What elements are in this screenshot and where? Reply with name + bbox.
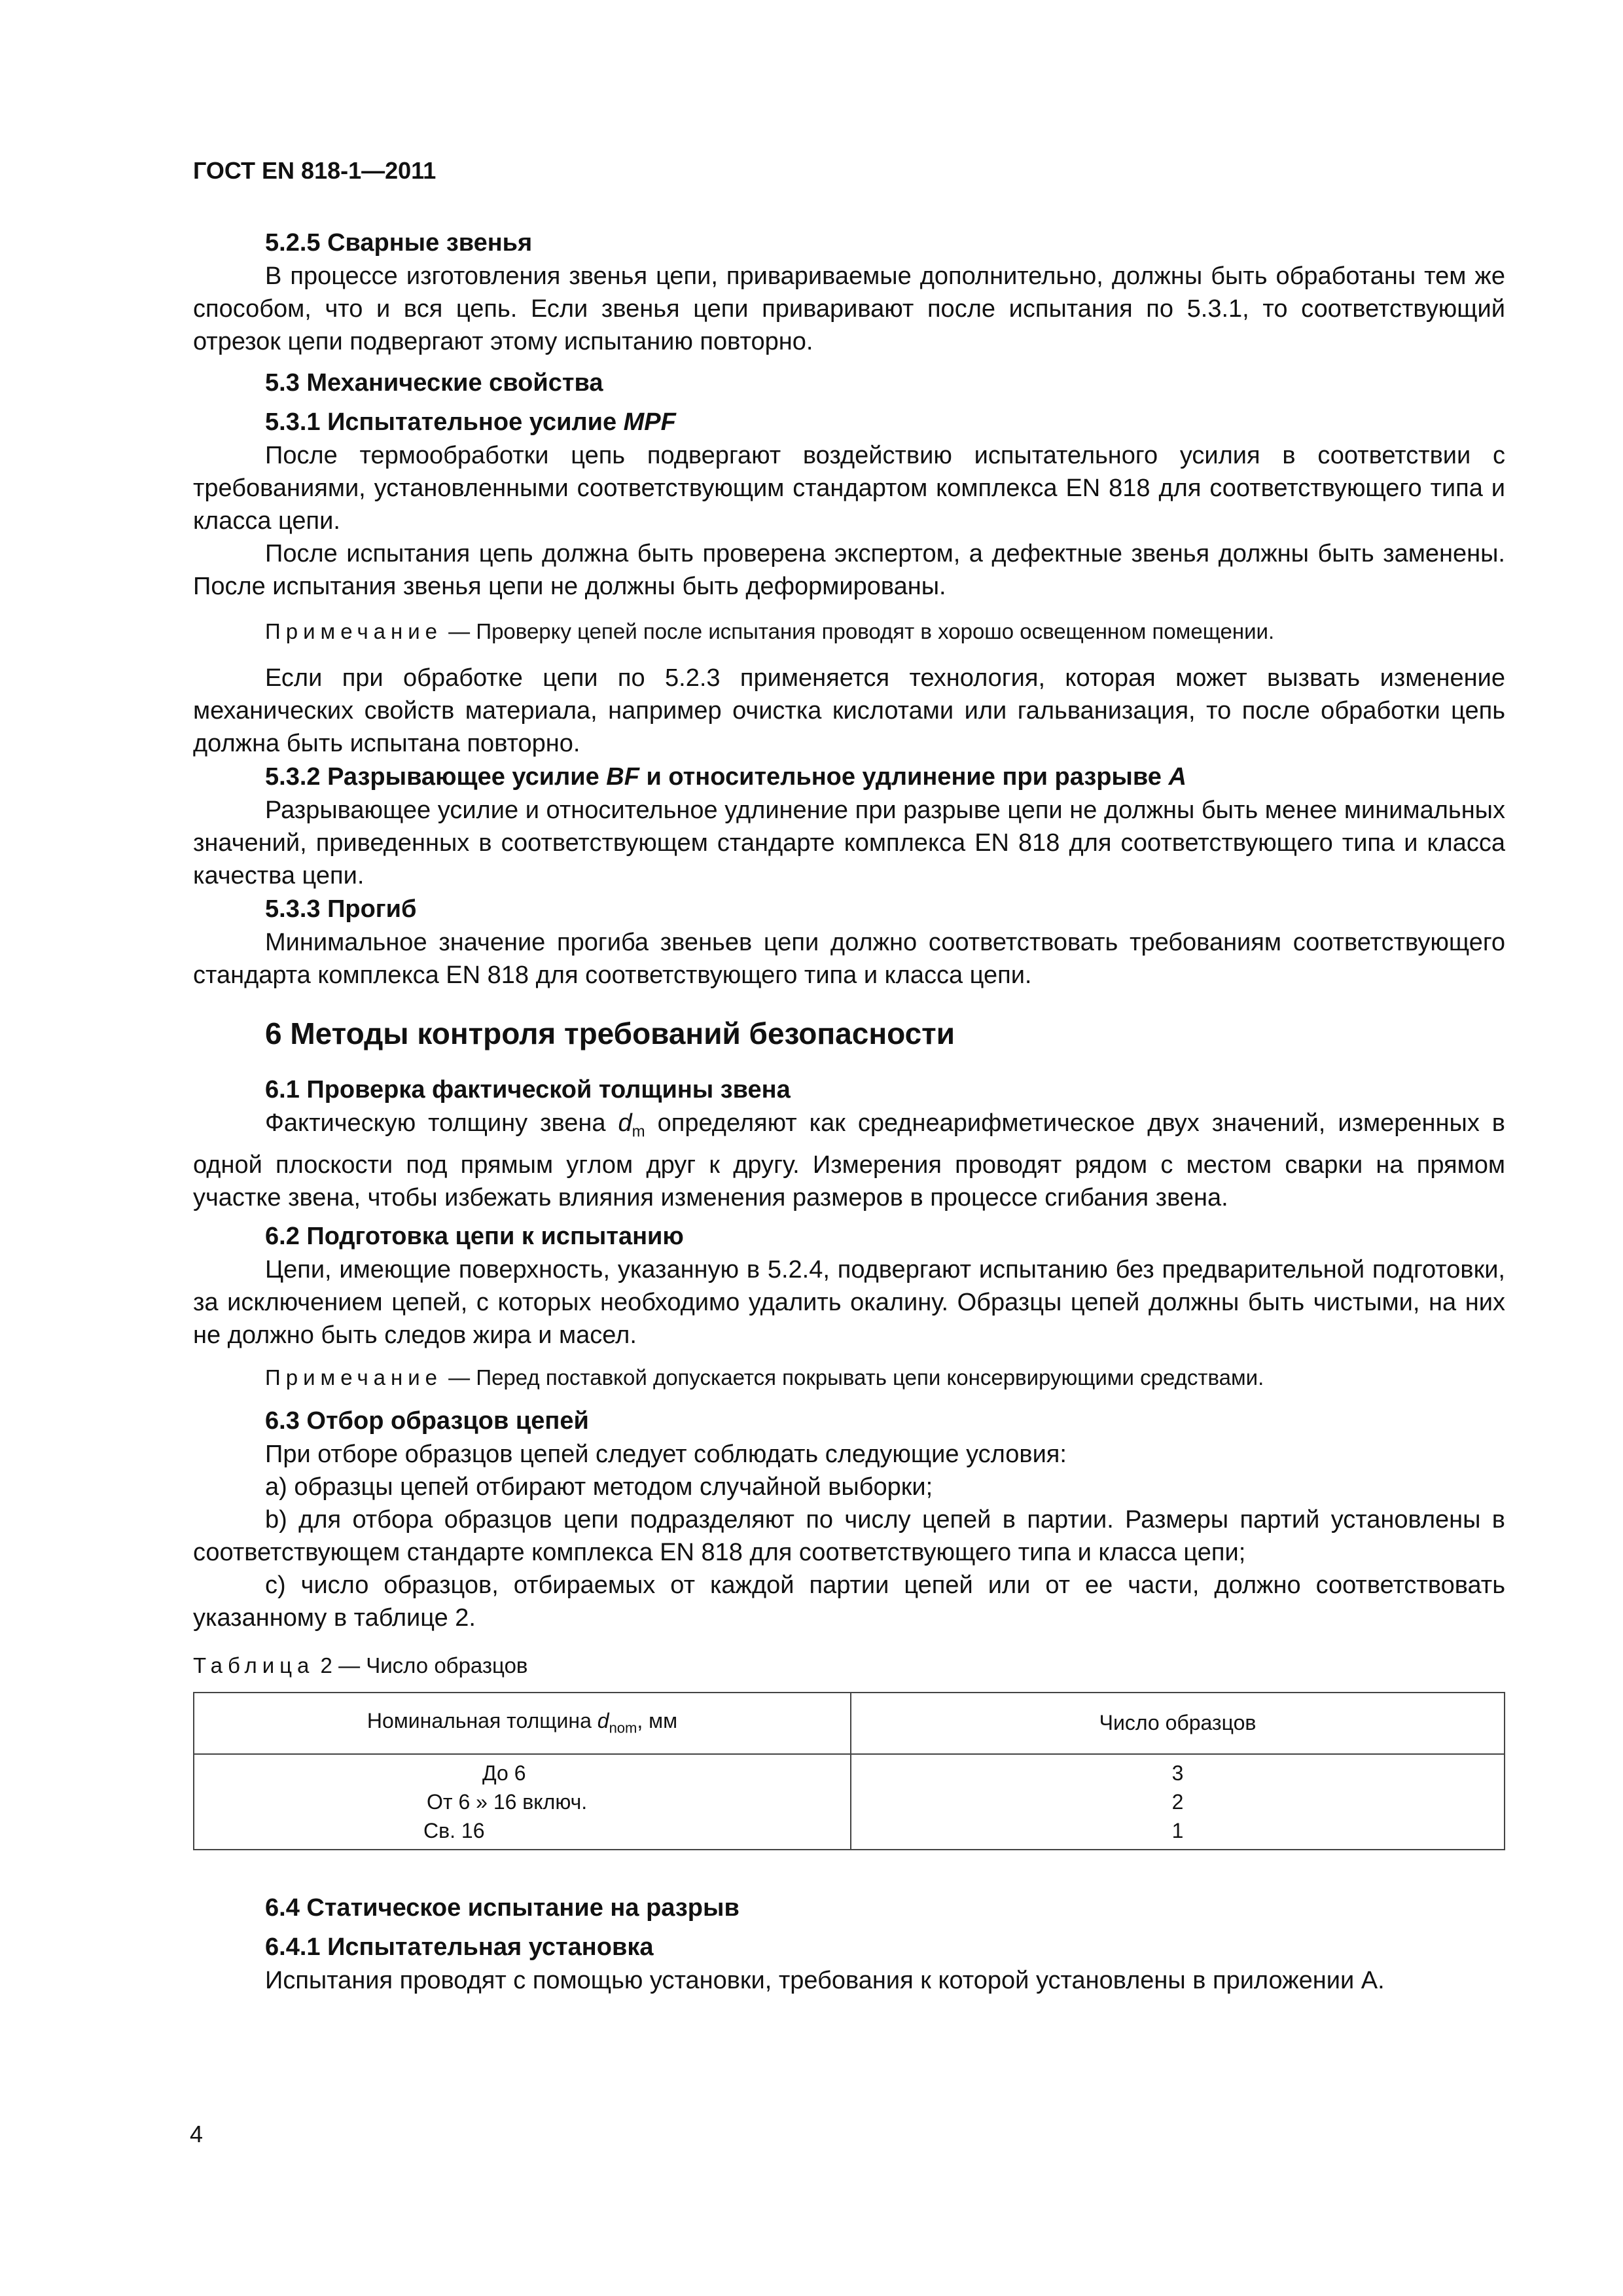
section-6-3-intro: При отборе образцов цепей следует соблюдать следующие условия: [265, 1440, 1067, 1468]
page-content [193, 226, 1505, 1997]
section-5-3-3-text: Минимальное значение прогиба звеньев цепи должно соответствовать требованиям соответствующего стандарта комплекса EN 818 для соответствующего типа и класса цепи. [193, 929, 1505, 989]
section-5-3-1-para-2: После испытания цепь должна быть проверена экспертом, а дефектные звенья должны быть заменены. После испытания звенья цепи не должны быть деформированы. [193, 540, 1505, 600]
section-6-4-1-text: Испытания проводят с помощью установки, требования к которой установлены в приложении А. [265, 1966, 1385, 1994]
section-6-2-title: 6.2 Подготовка цепи к испытанию [265, 1222, 684, 1250]
section-6-1-text: Фактическую толщину звена $d_m$ определяют как среднеарифметическое двух значений, измеренных в одной плоскости под прямым углом друг к другу. Измерения проводят рядом с местом сварки на прямом участке звена, чтобы избежать влияния изменения размеров в процессе сгибания звена. [193, 1109, 1505, 1211]
table-header-thickness: Номинальная толщина $d_{nom}$, мм [194, 1693, 851, 1754]
section-6-4-title: 6.4 Статическое испытание на разрыв [265, 1893, 740, 1922]
table-row [194, 1816, 1505, 1850]
table-row [194, 1787, 1505, 1816]
section-5-3-3-title: 5.3.3 Прогиб [265, 895, 417, 923]
section-6-3-title: 6.3 Отбор образцов цепей [265, 1407, 589, 1435]
table-row [194, 1754, 1505, 1787]
table-cell-thickness: Св. 16 [194, 1816, 851, 1850]
section-6-3-item-b: b) для отбора образцов цепи подразделяют по числу цепей в партии. Размеры партий установлены в соответствующем стандарте комплекса EN 818 для соответствующего типа и класса цепи; [193, 1505, 1505, 1566]
table-cell-thickness: От 6 » 16 включ. [194, 1787, 851, 1816]
table-cell-count: 1 [851, 1816, 1505, 1850]
table-header-count: Число образцов [851, 1693, 1505, 1754]
section-5-3-1-para-3: Если при обработке цепи по 5.2.3 применяется технология, которая может вызвать изменение механических свойств материала, например очистка кислотами или гальванизация, то после обработки цепь должна быть испытана повторно. [193, 664, 1505, 757]
section-5-3-2-text: Разрывающее усилие и относительное удлинение при разрыве цепи не должны быть менее минимальных значений, приведенных в соответствующем стандарте комплекса EN 818 для соответствующего типа и класса качества цепи. [193, 797, 1505, 889]
table-2-caption: Таблица 2 — Число образцов [193, 1653, 528, 1677]
document-header: ГОСТ EN 818-1—2011 [193, 157, 437, 184]
section-6-2-text: Цепи, имеющие поверхность, указанную в 5.2.4, подвергают испытанию без предварительной подготовки, за исключением цепей, с которых необходимо удалить окалину. Образцы цепей должны быть чистыми, на них не должно быть следов жира и масел. [193, 1255, 1505, 1349]
note-6-2: Примечание — Перед поставкой допускается покрывать цепи консервирующими средствами. [265, 1365, 1264, 1390]
section-5-2-5-title: 5.2.5 Сварные звенья [265, 229, 533, 257]
section-5-3-1-title: 5.3.1 Испытательное усилие MPF [265, 408, 676, 436]
section-5-2-5-text: В процессе изготовления звенья цепи, привариваемые дополнительно, должны быть обработаны тем же способом, что и вся цепь. Если звенья цепи приваривают после испытания по 5.3.1, то соответствующий отрезок цепи подвергают этому испытанию повторно. [193, 262, 1505, 355]
section-5-3-title: 5.3 Механические свойства [265, 369, 603, 397]
section-6-3-item-a: a) образцы цепей отбирают методом случайной выборки; [265, 1473, 933, 1501]
section-6-1-title: 6.1 Проверка фактической толщины звена [265, 1076, 791, 1103]
table-cell-count: 2 [851, 1787, 1505, 1816]
table-cell-count: 3 [851, 1754, 1505, 1787]
table-2 [193, 1692, 1505, 1850]
section-5-3-2-title: 5.3.2 Разрывающее усилие BF и относительное удлинение при разрыве A [265, 763, 1186, 791]
table-cell-thickness: До 6 [194, 1754, 851, 1787]
page-number: 4 [190, 2121, 204, 2147]
section-6-4-1-title: 6.4.1 Испытательная установка [265, 1933, 654, 1961]
section-6-title: 6 Методы контроля требований безопасности [265, 1016, 955, 1050]
section-5-3-1-para-1: После термообработки цепь подвергают воздействию испытательного усилия в соответствии с требованиями, установленными соответствующим стандартом комплекса EN 818 для соответствующего типа и класса цепи. [193, 442, 1505, 535]
note-5-3-1: Примечание — Проверку цепей после испытания проводят в хорошо освещенном помещении. [265, 619, 1275, 643]
section-6-3-item-c: c) число образцов, отбираемых от каждой партии цепей или от ее части, должно соответствовать указанному в таблице 2. [193, 1571, 1505, 1632]
